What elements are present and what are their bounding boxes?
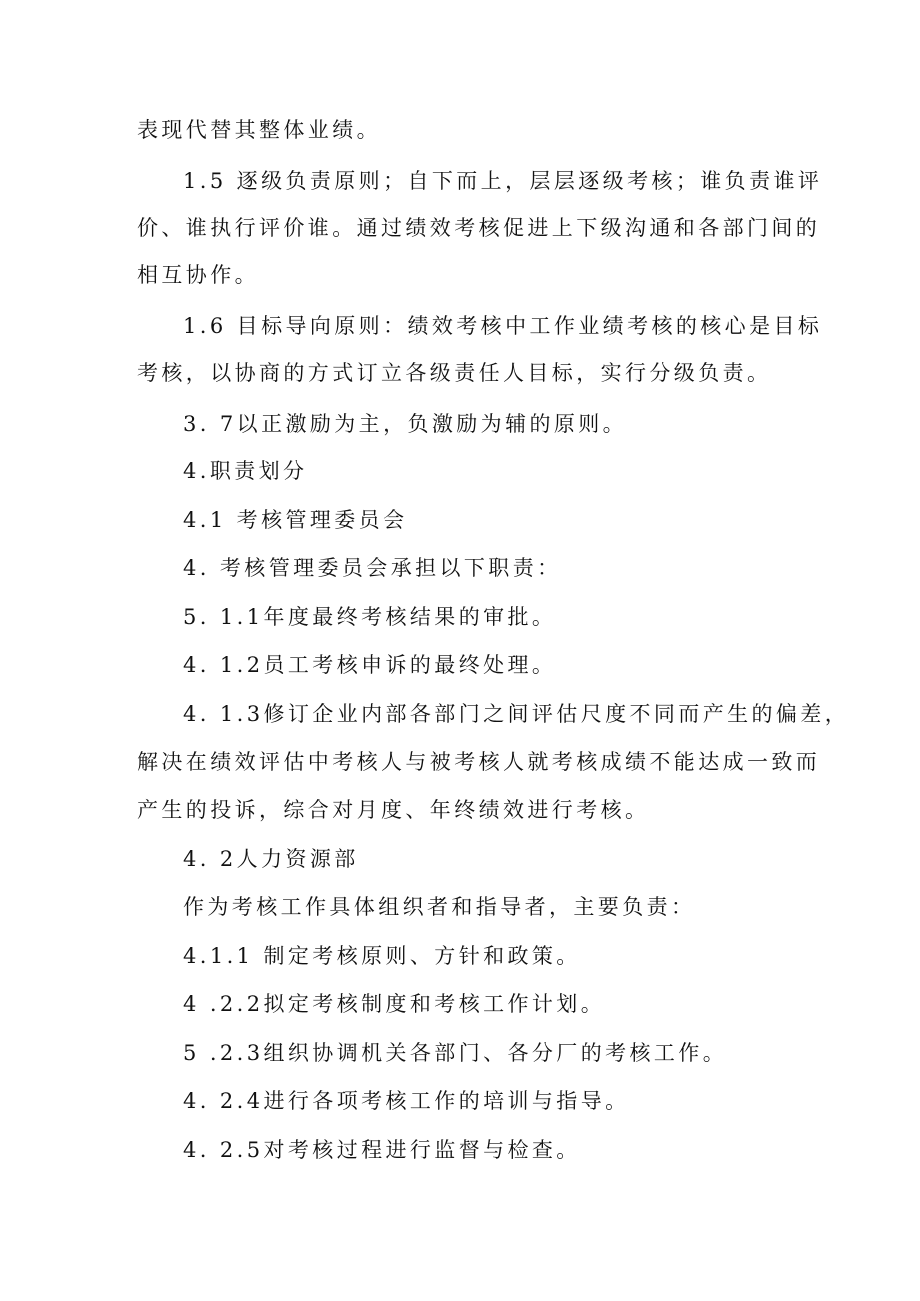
text-line: 4.1.1 制定考核原则、方针和政策。 [183, 944, 581, 968]
text-line: 1.5 逐级负责原则；自下而上，层层逐级考核；谁负责谁评 [183, 169, 823, 193]
subsection-heading: 4. 2人力资源部 [183, 847, 359, 871]
section-heading: 4.职责划分 [183, 459, 308, 483]
text-line: 4. 2.4进行各项考核工作的培训与指导。 [183, 1089, 630, 1113]
text-line: 5. 1.1年度最终考核结果的审批。 [183, 605, 557, 629]
text-line: 表现代替其整体业绩。 [137, 118, 381, 142]
text-line: 5 .2.3组织协调机关各部门、各分厂的考核工作。 [183, 1041, 728, 1065]
text-line: 4. 2.5对考核过程进行监督与检查。 [183, 1138, 581, 1162]
text-line: 4. 1.3修订企业内部各部门之间评估尺度不同而产生的偏差， [183, 702, 850, 726]
text-line: 4. 考核管理委员会承担以下职责： [183, 556, 562, 580]
text-line: 考核，以协商的方式订立各级责任人目标，实行分级负责。 [137, 361, 772, 385]
text-line: 4 .2.2拟定考核制度和考核工作计划。 [183, 992, 606, 1016]
text-line: 3. 7以正激励为主，负激励为辅的原则。 [183, 412, 628, 436]
text-line: 作为考核工作具体组织者和指导者，主要负责： [183, 895, 696, 919]
text-line: 产生的投诉，综合对月度、年终绩效进行考核。 [137, 798, 650, 822]
subsection-heading: 4.1 考核管理委员会 [183, 508, 408, 532]
text-line: 4. 1.2员工考核申诉的最终处理。 [183, 653, 557, 677]
text-line: 相互协作。 [137, 263, 259, 287]
text-line: 价、谁执行评价谁。通过绩效考核促进上下级沟通和各部门间的 [137, 216, 821, 240]
text-line: 1.6 目标导向原则：绩效考核中工作业绩考核的核心是目标 [183, 314, 823, 338]
text-line: 解决在绩效评估中考核人与被考核人就考核成绩不能达成一致而 [137, 750, 821, 774]
